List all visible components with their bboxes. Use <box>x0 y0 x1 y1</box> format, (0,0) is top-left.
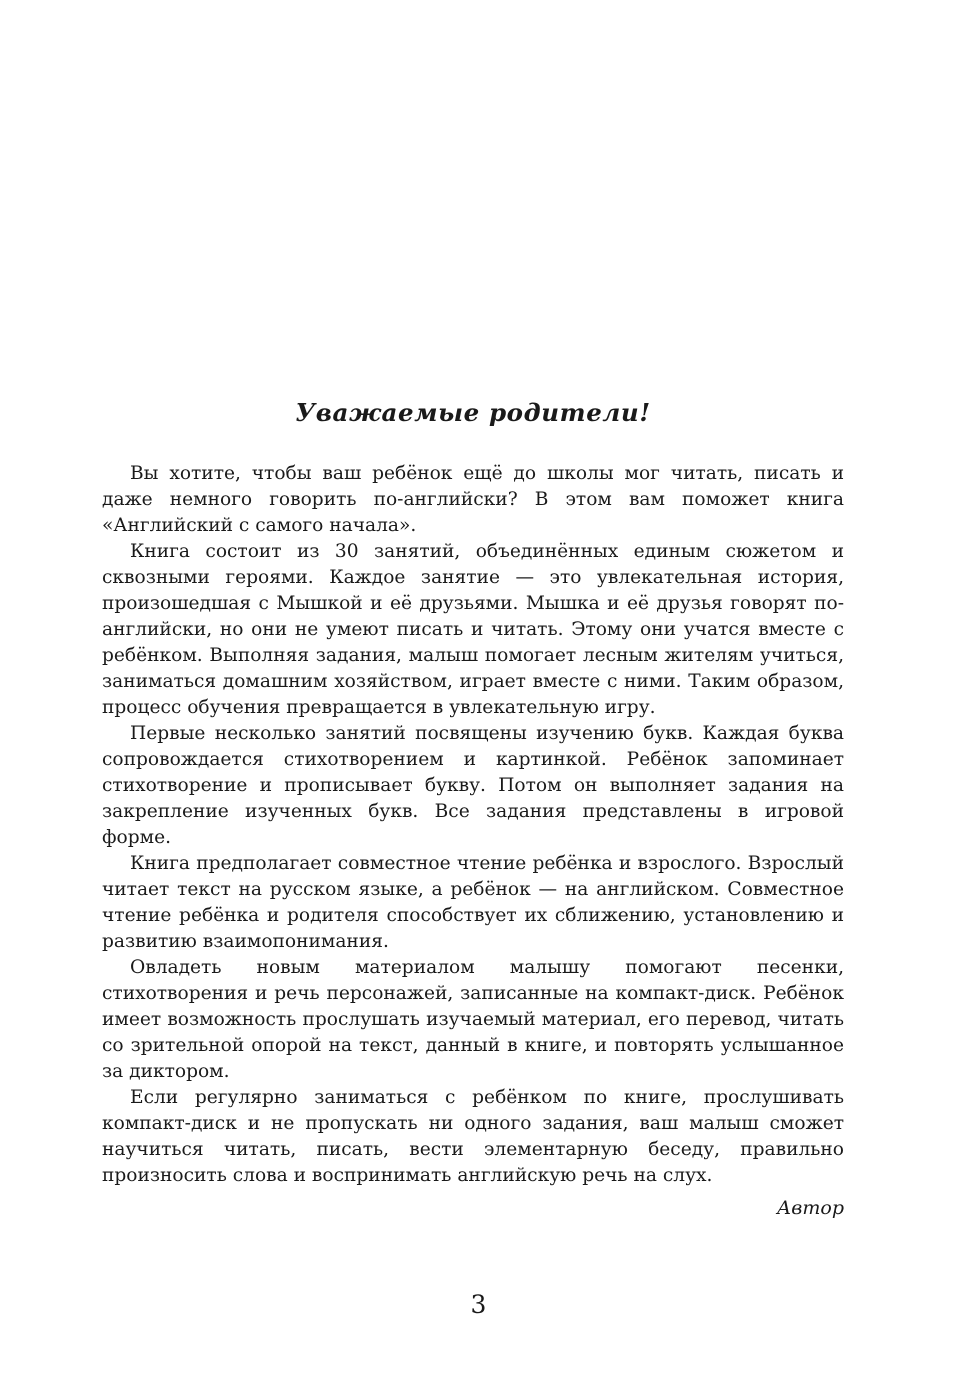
paragraph: Если регулярно заниматься с ребёнком по книге, прослушивать компакт-диск и не пропускать ни одного задания, ваш малыш сможет научиться читать, писать, вести элементарную беседу, правильно произносить слова и воспринимать английскую речь на слух. <box>102 1087 844 1186</box>
paragraph: Вы хотите, чтобы ваш ребёнок ещё до школы мог читать, писать и даже немного говорить по-английски? В этом вам поможет книга «Английский с самого начала». <box>102 463 844 536</box>
body-text <box>102 461 844 1189</box>
paragraph: Овладеть новым материалом малышу помогают песенки, стихотворения и речь персонажей, записанные на компакт-диск. Ребёнок имеет возможность прослушать изучаемый материал, его перевод, читать со зрительной опорой на текст, данный в книге, и повторять услышанное за диктором. <box>102 957 844 1082</box>
page-number: 3 <box>470 1290 487 1319</box>
page-title: Уважаемые родители! <box>295 398 651 427</box>
paragraph: Книга предполагает совместное чтение ребёнка и взрослого. Взрослый читает текст на русском языке, а ребёнок — на английском. Совместное чтение ребёнка и родителя способствует их сближению, установлению и развитию взаимопонимания. <box>102 853 844 952</box>
paragraph: Первые несколько занятий посвящены изучению букв. Каждая буква сопровождается стихотворением и картинкой. Ребёнок запоминает стихотворение и прописывает букву. Потом он выполняет задания на закрепление изученных букв. Все задания представлены в игровой форме. <box>102 723 844 848</box>
author-signature: Автор <box>776 1197 844 1219</box>
paragraph: Книга состоит из 30 занятий, объединённых единым сюжетом и сквозными героями. Каждое занятие — это увлекательная история, произошедшая с Мышкой и её друзьями. Мышка и её друзья говорят по-английски, но они не умеют писать и читать. Этому они учатся вместе с ребёнком. Выполняя задания, малыш помогает лесным жителям учиться, заниматься домашним хозяйством, играет вместе с ними. Таким образом, процесс обучения превращается в увлекательную игру. <box>102 541 844 718</box>
page-content <box>102 398 844 1219</box>
